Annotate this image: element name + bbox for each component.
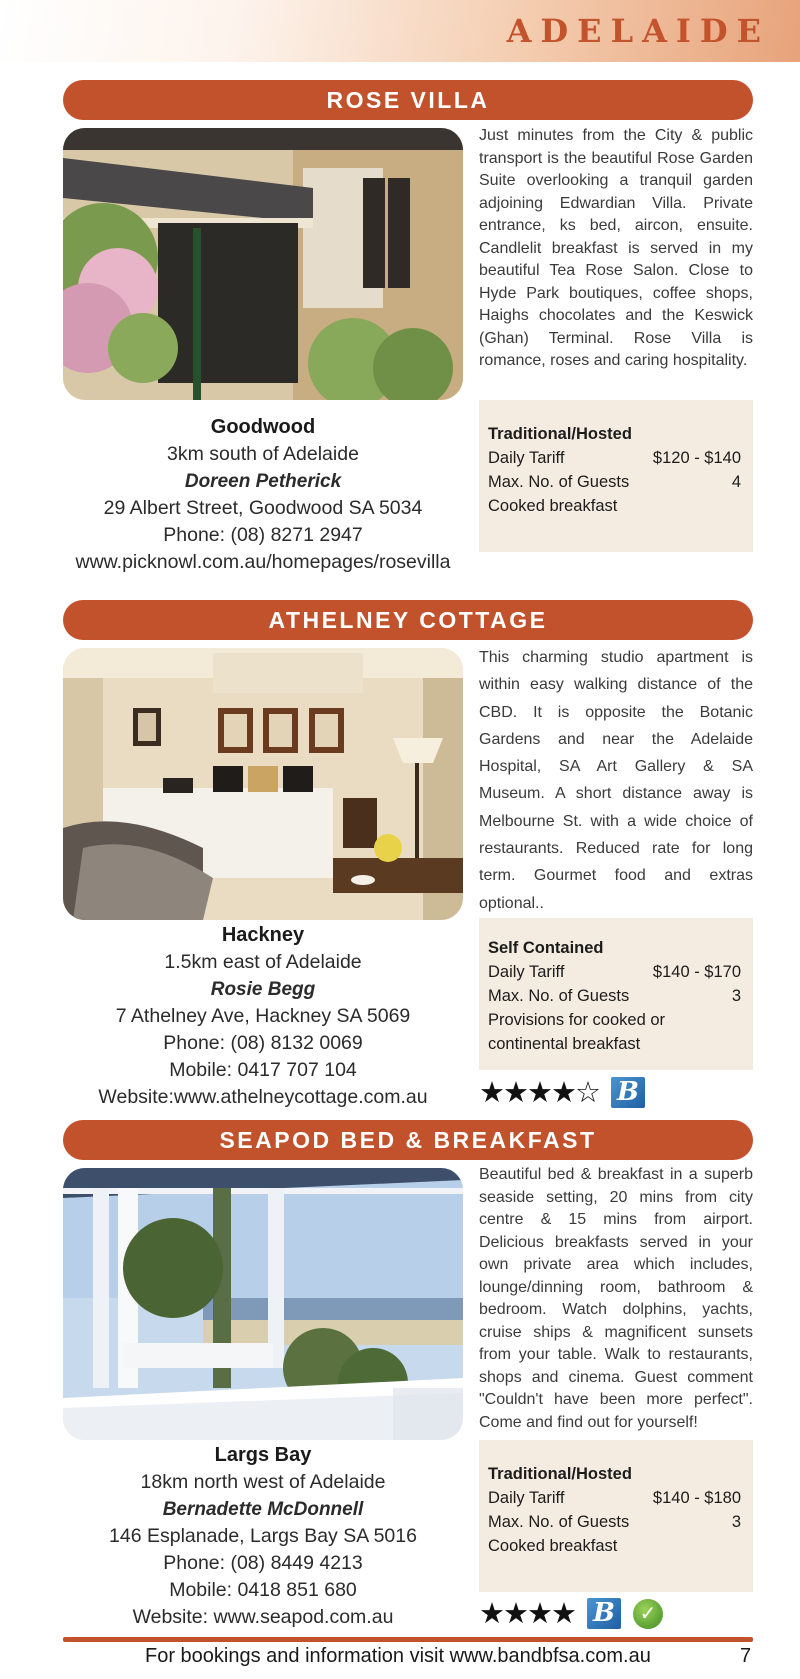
contact-block bbox=[63, 414, 463, 576]
photo-seapod bbox=[63, 1168, 463, 1440]
accreditation-tick-icon: ✓ bbox=[633, 1599, 663, 1629]
footer-text: For bookings and information visit www.bandbfsa.com.au bbox=[145, 1645, 651, 1667]
photo-athelney-cottage bbox=[63, 648, 463, 920]
host-name: Doreen Petherick bbox=[184, 471, 342, 492]
star-rating: ★★★★ bbox=[479, 1597, 575, 1630]
accommodation-type: Traditional/Hosted bbox=[488, 1465, 632, 1483]
daily-tariff-value: $120 - $140 bbox=[652, 449, 741, 467]
host-name: Rosie Begg bbox=[210, 979, 316, 1000]
distance: 3km south of Adelaide bbox=[167, 443, 359, 465]
page-number: 7 bbox=[740, 1645, 752, 1667]
max-guests-row bbox=[488, 1510, 741, 1534]
tariff-box bbox=[479, 1440, 753, 1592]
listing-title: SEAPOD BED & BREAKFAST bbox=[63, 1120, 753, 1160]
max-guests-value: 3 bbox=[731, 1513, 741, 1531]
daily-tariff-row bbox=[488, 446, 741, 470]
daily-tariff-label: Daily Tariff bbox=[488, 963, 565, 981]
tariff-box bbox=[479, 918, 753, 1070]
accommodation-type: Traditional/Hosted bbox=[488, 425, 632, 443]
rating-badges bbox=[479, 1598, 663, 1629]
website-link[interactable]: Website: www.seapod.com.au bbox=[132, 1606, 394, 1628]
contact-block bbox=[63, 1442, 463, 1631]
accommodation-type: Self Contained bbox=[488, 939, 604, 957]
region-title: ADELAIDE bbox=[506, 12, 770, 50]
host-name: Bernadette McDonnell bbox=[162, 1499, 364, 1520]
star-rating: ★★★★☆ bbox=[479, 1076, 599, 1109]
contact-block bbox=[63, 922, 463, 1111]
breakfast-info: Cooked breakfast bbox=[488, 1537, 618, 1555]
max-guests-label: Max. No. of Guests bbox=[488, 1513, 630, 1531]
mobile: Mobile: 0417 707 104 bbox=[169, 1059, 357, 1081]
address: 7 Athelney Ave, Hackney SA 5069 bbox=[115, 1005, 411, 1027]
max-guests-label: Max. No. of Guests bbox=[488, 987, 630, 1005]
daily-tariff-label: Daily Tariff bbox=[488, 449, 565, 467]
daily-tariff-row bbox=[488, 960, 741, 984]
daily-tariff-row bbox=[488, 1486, 741, 1510]
listing-description: Just minutes from the City & public transport is the beautiful Rose Garden Suite overlooking a tranquil garden adjoining Edwardian Villa. Private entrance, ks bed, aircon, ensuite. Candlelit breakfast is served in my beautiful Tea Rose Salon. Close to Hyde Park boutiques, coffee shops, Haighs chocolates and the Keswick (Ghan) Terminal. Rose Villa is romance, roses and caring hospitality. bbox=[479, 127, 753, 369]
daily-tariff-label: Daily Tariff bbox=[488, 1489, 565, 1507]
max-guests-row bbox=[488, 470, 741, 494]
address: 146 Esplanade, Largs Bay SA 5016 bbox=[109, 1525, 417, 1547]
phone: Phone: (08) 8271 2947 bbox=[163, 524, 363, 546]
listing-description: This charming studio apartment is within easy walking distance of the CBD. It is opposite the Botanic Gardens and near the Adelaide Hospital, SA Art Gallery & SA Museum. A short distance away is Melbourne St. with a wide choice of restaurants. Reduced rate for long term. Gourmet food and extras optional.. bbox=[479, 649, 753, 912]
suburb: Goodwood bbox=[210, 416, 316, 438]
breakfast-info: Cooked breakfast bbox=[488, 497, 618, 515]
website-link[interactable]: www.picknowl.com.au/homepages/rosevilla bbox=[75, 551, 451, 573]
suburb: Largs Bay bbox=[214, 1444, 312, 1466]
tariff-box bbox=[479, 400, 753, 552]
listing-title: ATHELNEY COTTAGE bbox=[63, 600, 753, 640]
max-guests-row bbox=[488, 984, 741, 1008]
distance: 1.5km east of Adelaide bbox=[164, 951, 362, 973]
rating-badges bbox=[479, 1077, 645, 1108]
daily-tariff-value: $140 - $170 bbox=[652, 963, 741, 981]
footer-divider bbox=[63, 1637, 753, 1642]
daily-tariff-value: $140 - $180 bbox=[652, 1489, 741, 1507]
listing-title: ROSE VILLA bbox=[63, 80, 753, 120]
breakfast-info: Provisions for cooked or continental breakfast bbox=[488, 1011, 665, 1053]
phone: Phone: (08) 8132 0069 bbox=[163, 1032, 363, 1054]
max-guests-value: 4 bbox=[731, 473, 741, 491]
address: 29 Albert Street, Goodwood SA 5034 bbox=[103, 497, 423, 519]
mobile: Mobile: 0418 851 680 bbox=[169, 1579, 357, 1601]
bb-logo-icon: B bbox=[611, 1077, 645, 1108]
photo-rose-villa bbox=[63, 128, 463, 400]
bb-logo-icon: B bbox=[587, 1598, 621, 1629]
website-link[interactable]: Website:www.athelneycottage.com.au bbox=[98, 1086, 428, 1108]
phone: Phone: (08) 8449 4213 bbox=[163, 1552, 363, 1574]
max-guests-value: 3 bbox=[731, 987, 741, 1005]
listing-description: Beautiful bed & breakfast in a superb seaside setting, 20 mins from city centre & 15 mins from airport. Delicious breakfasts served in your own private area which includes, lounge/dinning room, bathroom & bedroom. Watch dolphins, yachts, cruise ships & magnificent sunsets from your table. Walk to restaurants, shops and cinema. Guest comment "Couldn't have been more perfect". Come and find out for yourself! bbox=[479, 1166, 753, 1431]
suburb: Hackney bbox=[221, 924, 305, 946]
max-guests-label: Max. No. of Guests bbox=[488, 473, 630, 491]
distance: 18km north west of Adelaide bbox=[140, 1471, 386, 1493]
